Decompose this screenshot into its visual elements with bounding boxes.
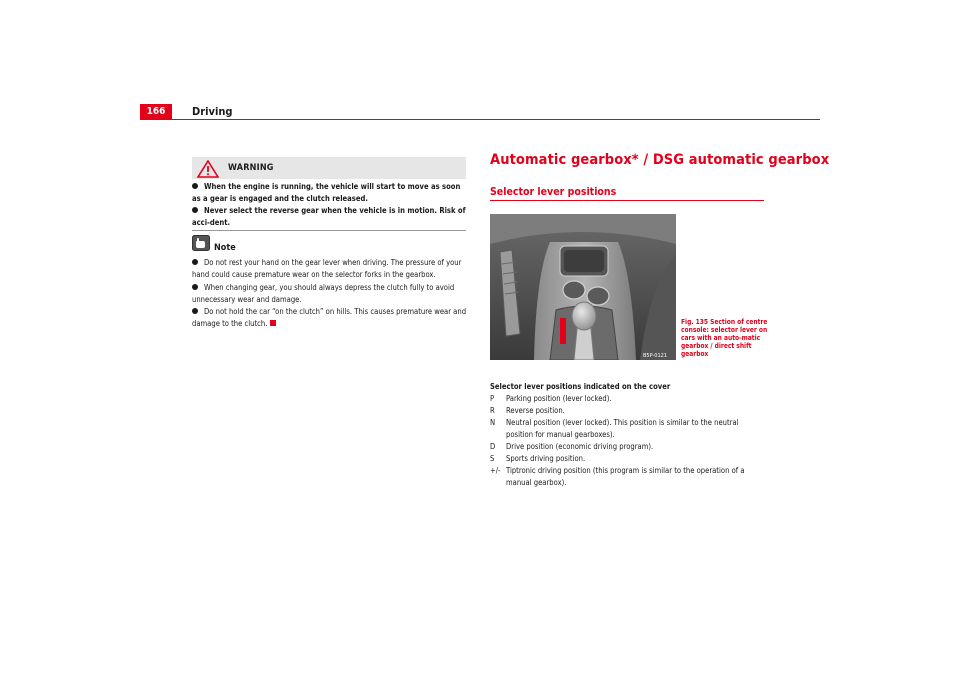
list-heading: Selector lever positions indicated on the cover <box>490 382 671 391</box>
warning-triangle-icon <box>197 160 219 178</box>
position-text: Tiptronic driving position (this program is similar to the operation of a manual gearbox). <box>506 466 745 487</box>
warning-item: When the engine is running, the vehicle will start to move as soon as a gear is engaged and the clutch released. <box>192 182 461 203</box>
position-key: +/- <box>490 466 501 475</box>
note-item: Do not hold the car “on the clutch” on hills. This causes premature wear and damage to the clutch. <box>192 307 467 328</box>
position-text: Reverse position. <box>506 406 565 415</box>
warning-item: Never select the reverse gear when the vehicle is in motion. Risk of acci-dent. <box>192 206 466 227</box>
position-text: Parking position (lever locked). <box>506 394 612 403</box>
position-key: N <box>490 418 496 427</box>
position-text: Neutral position (lever locked). This position is similar to the neutral position for manual gearboxes). <box>506 418 739 439</box>
note-item: Do not rest your hand on the gear lever when driving. The pressure of your hand could cause premature wear on the selector forks in the gearbox. <box>192 258 462 279</box>
warning-title: WARNING <box>228 163 274 173</box>
section-subtitle: Selector lever positions <box>490 186 617 198</box>
position-key: S <box>490 454 495 463</box>
bullet-icon <box>192 259 198 265</box>
bullet-icon <box>192 308 198 314</box>
section-title: Automatic gearbox* / DSG automatic gearbox <box>490 152 830 168</box>
figure-code: B5P-0121 <box>642 353 668 359</box>
end-of-section-icon <box>270 320 276 326</box>
page-number: 166 <box>140 104 172 120</box>
centre-console-illustration <box>490 214 676 360</box>
figure-caption: Fig. 135 Section of centre console: selector lever on cars with an auto-matic gearbox / direct shift gearbox <box>681 318 768 358</box>
subtitle-rule <box>490 200 764 201</box>
note-hand-icon <box>192 235 210 251</box>
running-title: Driving <box>192 105 233 118</box>
note-item: When changing gear, you should always depress the clutch fully to avoid unnecessary wear and damage. <box>192 283 455 304</box>
bullet-icon <box>192 284 198 290</box>
header-rule <box>172 119 820 120</box>
position-text: Sports driving position. <box>506 454 586 463</box>
position-key: P <box>490 394 495 403</box>
bullet-icon <box>192 183 198 189</box>
position-key: D <box>490 442 496 451</box>
figure-centre-console <box>490 214 676 360</box>
note-title: Note <box>214 243 236 253</box>
position-key: R <box>490 406 495 415</box>
bullet-icon <box>192 207 198 213</box>
position-text: Drive position (economic driving program). <box>506 442 654 451</box>
